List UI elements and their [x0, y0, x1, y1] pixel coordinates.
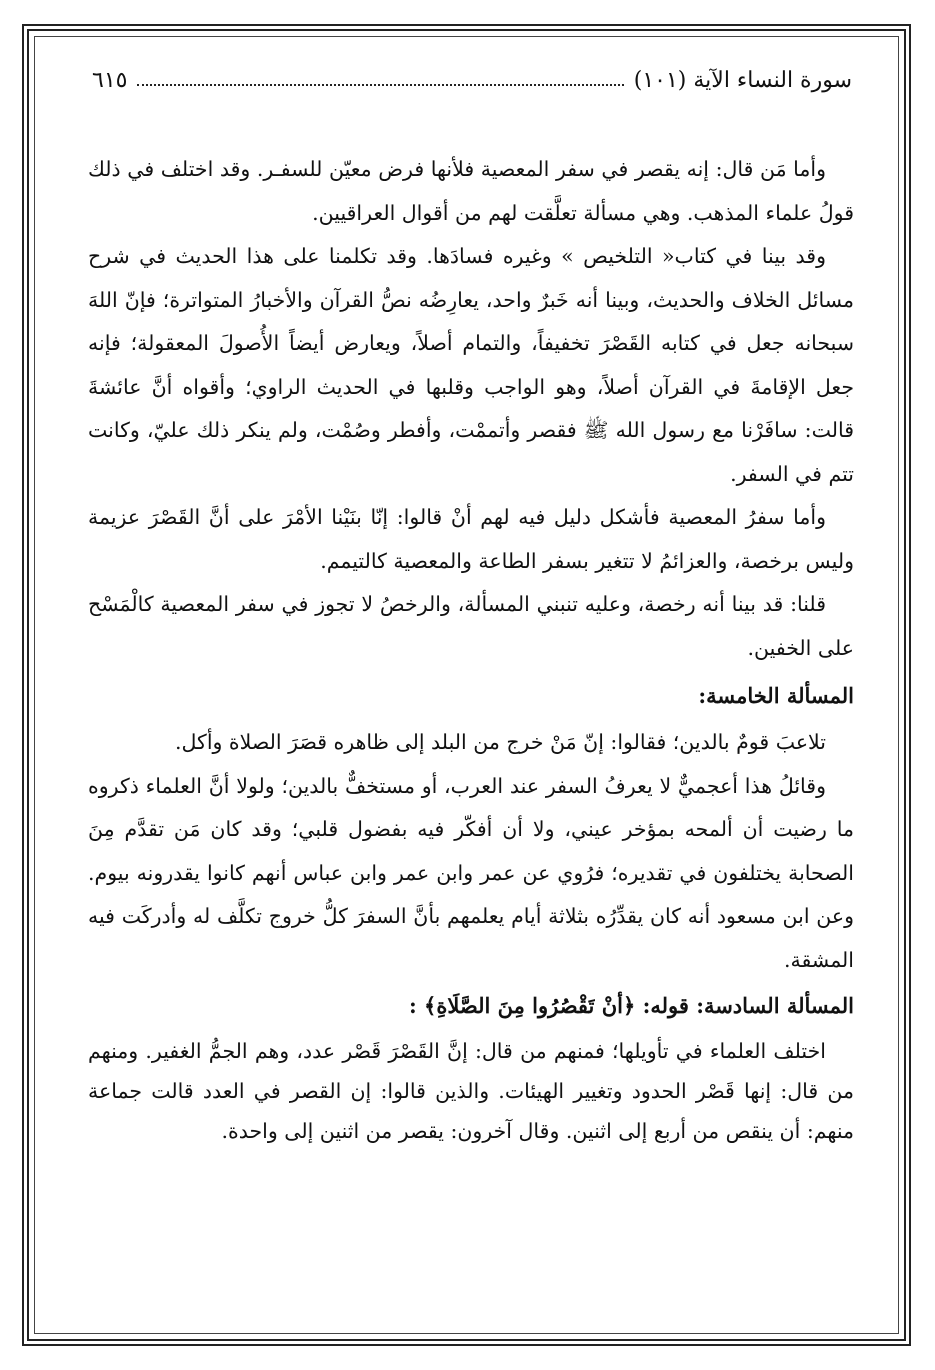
page-body: [88, 148, 854, 1298]
paragraph-7: اختلف العلماء في تأويلها؛ فمنهم من قال: إنَّ القَصْرَ قَصْر عدد، وهم الجمُّ الغفير. ومنهم من قال: إنها قَصْر الحدود وتغيير الهيئات. والذين قالوا: إن القصر في العدد قالت جماعة منهم: أن ينقص من أربع إلى اثنين. وقال آخرون: يقصر من اثنين إلى واحدة.: [88, 1039, 854, 1143]
paragraph-2: وقد بينا في كتاب« التلخيص » وغيره فسادَها. وقد تكلمنا على هذا الحديث في شرح مسائل الخلاف والحديث، وبينا أنه خَبرٌ واحد، يعارِضُه نصُّ القرآن والأخبارُ المتواترة؛ فإنّ اللهَ سبحانه جعل في كتابه القَصْرَ تخفيفاً، والتمام أصلاً، ويعارض أيضاً الأُصولَ المعقولة؛ فإنه جعل الإقامةَ في القرآن أصلاً، وهو الواجب وقلبها في الحديث الراوي؛ وأقواه أنَّ عائشةَ قالت: سافَرْنا مع رسول الله ﷺ فقصر وأتممْت، وأفطر وصُمْت، ولم ينكر ذلك عليّ، وكانت تتم في السفر.: [88, 244, 854, 486]
paragraph-1: وأما مَن قال: إنه يقصر في سفر المعصية فلأنها فرض معيّن للسفـر. وقد اختلف في ذلك قولُ علماء المذهب. وهي مسألة تعلَّقت لهم من أقوال العراقيين.: [88, 157, 854, 225]
section-heading-6: [88, 984, 854, 1027]
heading-6-label: المسألة السادسة: قوله:: [642, 993, 854, 1018]
quran-quote: ﴿أنْ تَقْصُرُوا مِنَ الصَّلَاةِ﴾: [424, 993, 636, 1018]
heading-6-colon: :: [408, 993, 417, 1018]
section-heading-5: المسألة الخامسة:: [698, 683, 854, 708]
paragraph-4: قلنا: قد بينا أنه رخصة، وعليه تنبني المسألة، والرخصُ لا تجوز في سفر المعصية كالْمَسْح على الخفين.: [88, 592, 854, 660]
running-title: سورة النساء الآية (١٠١): [633, 67, 852, 93]
paragraph-3: وأما سفرُ المعصية فأشكل دليل فيه لهم أنْ قالوا: إنّا بنَيْنا الأمْرَ على أنَّ القَصْرَ عزيمة وليس برخصة، والعزائمُ لا تتغير بسفر الطاعة والمعصية كالتيمم.: [88, 505, 854, 573]
paragraph-6: وقائلُ هذا أعجميٌّ لا يعرفُ السفر عند العرب، أو مستخفٌّ بالدين؛ ولولا أنَّ العلماء ذكروه ما رضيت أن ألمحه بمؤخر عيني، ولا أن أفكّر فيه بفضول قلبي؛ وقد كان مَن تقدَّم مِنَ الصحابة يختلفون في تقديره؛ فرُوي عن عمر وابن عمر وابن عباس أنهم كانوا يقدرونه بيوم. وعن ابن مسعود أنه كان يقدِّرُه بثلاثة أيام يعلمهم بأنَّ السفرَ كلُّ خروج تكلَّف له وأدركَت فيه المشقة.: [88, 773, 854, 972]
header-dot-leader: [137, 74, 623, 86]
page-header: [92, 62, 852, 98]
paragraph-5: تلاعبَ قومٌ بالدين؛ فقالوا: إنّ مَنْ خرج من البلد إلى ظاهره قصَرَ الصلاة وأكل.: [175, 730, 826, 754]
page-number: ٦١٥: [92, 67, 128, 93]
